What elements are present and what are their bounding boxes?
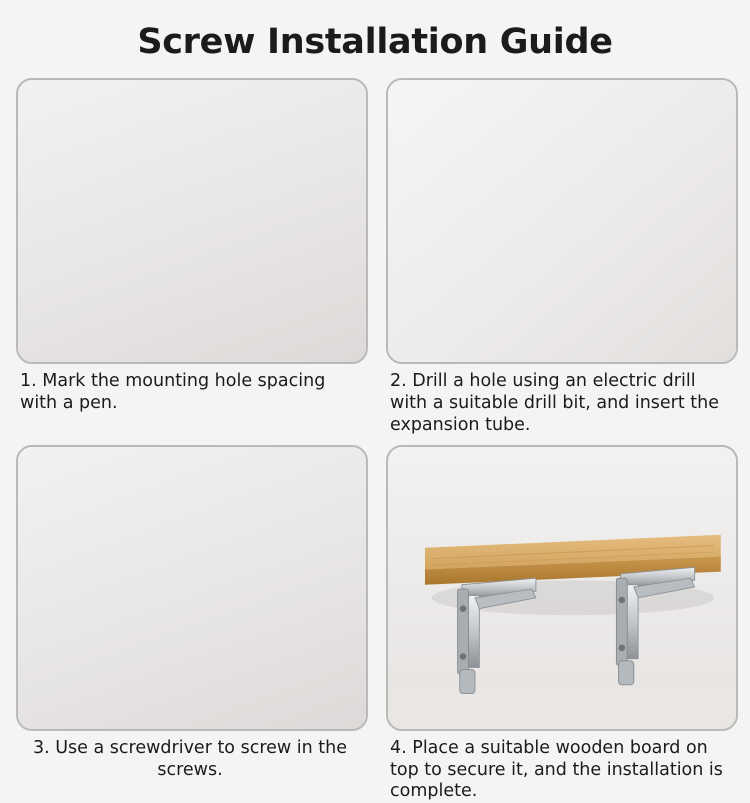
step-1-caption: 1. Mark the mounting hole spacing with a pen.: [20, 371, 326, 413]
step-2-image: [386, 78, 738, 364]
step-card-3: [16, 445, 364, 803]
step-1-image: [16, 78, 368, 364]
step-card-1: [16, 78, 364, 437]
step-4-image: [386, 445, 738, 731]
photo-background: [18, 447, 366, 729]
steps-grid: [16, 78, 734, 803]
step-card-2: [386, 78, 734, 437]
photo-background: [18, 80, 366, 362]
step-4-caption: 4. Place a suitable wooden board on top to secure it, and the installation is complete.: [390, 737, 723, 802]
step-card-4: [386, 445, 734, 803]
page-title: Screw Installation Guide: [137, 22, 613, 62]
step-3-caption: 3. Use a screwdriver to screw in the screws.: [32, 737, 348, 780]
finished-shelf-illustration: [388, 447, 736, 729]
step-3-image: [16, 445, 368, 731]
photo-background: [388, 80, 736, 362]
step-2-caption: 2. Drill a hole using an electric drill with a suitable drill bit, and insert the expansion tube.: [390, 371, 720, 435]
